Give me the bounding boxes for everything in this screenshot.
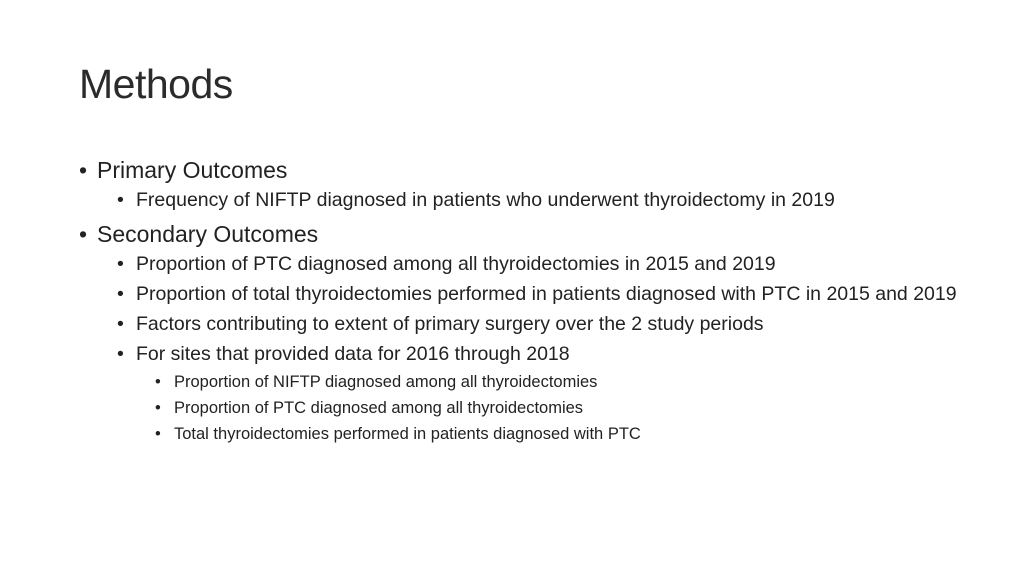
list-item [117,252,959,276]
bullet-icon: • [155,425,161,443]
list-item-text: Proportion of PTC diagnosed among all thyroidectomies in 2015 and 2019 [136,253,776,275]
list-item [117,342,959,366]
bullet-icon: • [79,157,88,183]
bullet-icon: • [117,313,124,335]
bullet-icon: • [117,283,124,305]
bullet-icon: • [79,221,88,247]
secondary-outcomes-heading [79,218,959,250]
list-item [117,188,959,212]
list-item-text: Factors contributing to extent of primary surgery over the 2 study periods [136,313,764,335]
sub-list-item [155,398,959,418]
section-label: Primary Outcomes [97,157,288,183]
bullet-icon: • [117,189,124,211]
sub-list-item [155,372,959,392]
list-item-text: Frequency of NIFTP diagnosed in patients who underwent thyroidectomy in 2019 [136,189,835,211]
list-item [117,312,959,336]
slide-title: Methods [79,61,233,107]
bullet-icon: • [117,253,124,275]
sub-list-item [155,424,959,444]
list-item [117,282,959,306]
primary-outcomes-heading [79,154,959,186]
sub-list-item-text: Proportion of PTC diagnosed among all thyroidectomies [174,399,584,417]
list-item-text: Proportion of total thyroidectomies performed in patients diagnosed with PTC in 2015 and 2019 [136,283,957,305]
list-item-text: For sites that provided data for 2016 through 2018 [136,343,570,365]
bullet-icon: • [155,399,161,417]
slide-body [79,154,959,450]
section-label: Secondary Outcomes [97,221,319,247]
sub-list-item-text: Total thyroidectomies performed in patients diagnosed with PTC [174,425,641,443]
outline-list [79,154,959,444]
sub-list-item-text: Proportion of NIFTP diagnosed among all thyroidectomies [174,373,598,391]
bullet-icon: • [155,373,161,391]
bullet-icon: • [117,343,124,365]
